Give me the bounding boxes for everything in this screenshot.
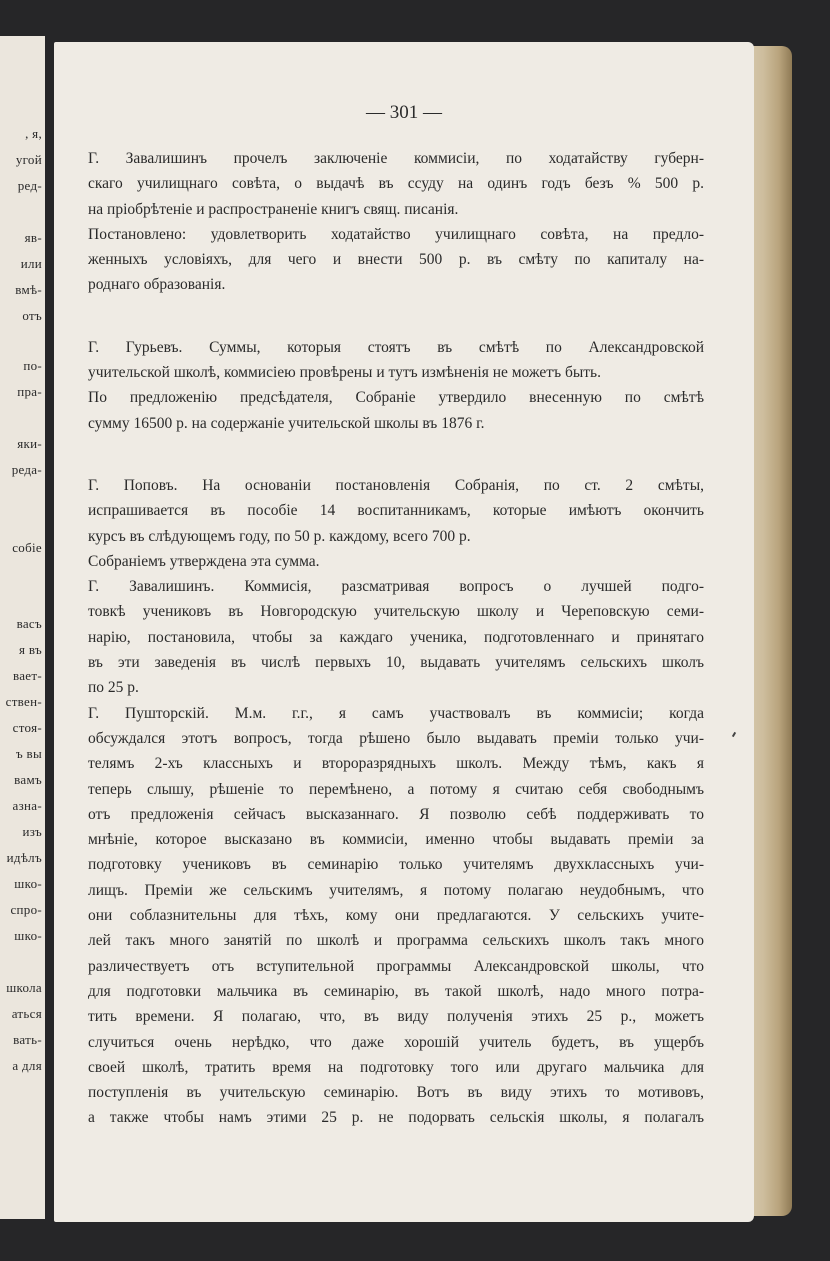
text-line: скаго училищнаго совѣта, о выдачѣ въ ссуду на одинъ годъ безъ % 500 р. [88, 175, 704, 193]
text-line: а также чтобы намъ этими 25 р. не подорвать сельскія школы, я полагалъ [88, 1109, 704, 1127]
left-page-fragment [0, 36, 45, 1219]
text-line: тить времени. Я полагаю, что, въ виду полученія этихъ 25 р., можетъ [88, 1008, 704, 1026]
left-page-fragment-line: вамъ [14, 772, 42, 787]
text-line: по 25 р. [88, 679, 139, 697]
left-page-fragment-line: шко- [14, 928, 42, 943]
text-line: По предложенію предсѣдателя, Собраніе утвердило внесенную по смѣтѣ [88, 389, 704, 407]
text-line: для подготовки мальчика въ семинарію, въ такой школѣ, надо много потра- [88, 982, 704, 1000]
left-page-fragment-line: ъ вы [15, 746, 42, 761]
text-line: Г. Пушторскій. М.м. г.г., я самъ участвовалъ въ коммисіи; когда [88, 704, 704, 722]
text-line: обсуждался этотъ вопросъ, тогда рѣшено было выдавать преміи только учи- [88, 729, 704, 747]
left-page-fragment-line: школа [6, 980, 42, 995]
text-line: Собраніемъ утверждена эта сумма. [88, 552, 320, 570]
text-line: испрашивается въ пособіе 14 воспитанникамъ, которые имѣютъ окончить [88, 502, 704, 520]
text-line: Г. Гурьевъ. Суммы, которыя стоятъ въ смѣтѣ по Александровской [88, 338, 704, 356]
left-page-fragment-line: угой [15, 152, 42, 167]
text-line: сумму 16500 р. на содержаніе учительской школы въ 1876 г. [88, 414, 485, 432]
paragraph [88, 385, 704, 436]
left-page-fragment-line: реда- [11, 462, 42, 477]
text-line: поступленія въ учительскую семинарію. Вотъ въ виду этихъ то мотивовъ, [88, 1084, 704, 1102]
paragraph [88, 146, 704, 222]
text-line: Г. Завалишинъ прочелъ заключеніе коммисіи, по ходатайству губерн- [88, 150, 704, 167]
page-edge [748, 46, 792, 1216]
text-line: Г. Поповъ. На основаніи постановленія Собранія, по ст. 2 смѣты, [88, 476, 704, 494]
text-line: подготовку учениковъ въ семинарію только учителямъ двухклассныхъ учи- [88, 856, 704, 874]
left-page-fragment-line: яв- [24, 230, 42, 245]
left-page-fragment-line: ствен- [5, 694, 42, 709]
text-line: телямъ 2-хъ классныхъ и второразрядныхъ школъ. Между тѣмъ, какъ я [88, 755, 704, 773]
left-page-fragment-line: изъ [22, 824, 42, 839]
paragraph [88, 222, 704, 298]
left-page-fragment-line: по- [23, 358, 42, 373]
text-line: своей школѣ, тратить время на подготовку того или другаго мальчика для [88, 1058, 704, 1076]
text-line: учительской школѣ, коммисіею провѣрены и тутъ измѣненія не можетъ быть. [88, 364, 601, 382]
book-page [54, 42, 754, 1222]
left-page-fragment-line: шко- [14, 876, 42, 891]
text-line: нарію, постановила, чтобы за каждаго ученика, подготовленнаго и принятаго [88, 628, 704, 646]
text-line: Постановлено: удовлетворить ходатайство училищнаго совѣта, на предло- [88, 225, 704, 243]
left-page-fragment-line: стоя- [12, 720, 42, 735]
left-page-fragment-line: ред- [17, 178, 42, 193]
left-page-fragment-line: или [20, 256, 42, 271]
paragraph [88, 549, 704, 574]
paragraph-gap [88, 436, 704, 473]
text-line: они соблазнительны для тѣхъ, кому они предлагаются. У сельскихъ учите- [88, 907, 704, 925]
paragraph [88, 701, 704, 1131]
left-page-fragment-line: васъ [16, 616, 42, 631]
paragraph-gap [88, 298, 704, 335]
left-page-fragment-line: вать- [13, 1032, 42, 1047]
text-line: отъ предложенія сейчасъ высказаннаго. Я позволю себѣ поддерживать то [88, 805, 704, 823]
left-page-fragment-line: а для [12, 1058, 42, 1073]
text-line: различествуетъ отъ вступительной программы Александровской школы, что [88, 957, 704, 975]
page-text [88, 146, 704, 1131]
text-line: женныхъ условіяхъ, для чего и внести 500 р. въ смѣту по капиталу на- [88, 251, 704, 269]
text-line: Г. Завалишинъ. Коммисія, разсматривая вопросъ о лучшей подго- [88, 578, 704, 596]
text-line: лей такъ много занятій по школѣ и программа сельскихъ школъ такъ много [88, 932, 704, 950]
text-line: въ эти заведенія въ числѣ первыхъ 10, выдавать учителямъ сельскихъ школъ [88, 654, 704, 672]
left-page-fragment-line: собіе [12, 540, 42, 555]
text-line: лищъ. Преміи же сельскимъ учителямъ, я потому полагаю неудобнымъ, что [88, 881, 704, 899]
text-line: курсъ въ слѣдующемъ году, по 50 р. каждому, всего 700 р. [88, 527, 471, 545]
text-line: случиться очень нерѣдко, что даже хорошій учитель будетъ, въ ущербъ [88, 1033, 704, 1051]
text-line: роднаго образованія. [88, 276, 226, 294]
left-page-fragment-line: спро- [10, 902, 42, 917]
left-page-fragment-line: вмѣ- [15, 282, 42, 297]
page-number: — 301 — [366, 102, 442, 123]
paragraph [88, 335, 704, 386]
left-page-fragment-line: я въ [19, 642, 42, 657]
paragraph [88, 473, 704, 549]
left-page-fragment-line: вает- [12, 668, 42, 683]
left-page-fragment-line: аться [11, 1006, 42, 1021]
text-line: мнѣніе, которое высказано въ коммисіи, именно чтобы выдавать преміи за [88, 831, 704, 849]
left-page-fragment-line: яки- [17, 436, 42, 451]
text-line: товкѣ учениковъ въ Новгородскую учительскую школу и Череповскую семи- [88, 603, 704, 621]
left-page-fragment-line: , я, [25, 126, 42, 141]
left-page-fragment-line: азна- [12, 798, 42, 813]
text-line: на пріобрѣтеніе и распространеніе книгъ свящ. писанія. [88, 200, 459, 218]
paragraph [88, 574, 704, 700]
text-line: теперь слышу, рѣшеніе то перемѣнено, а потому я считаю себя свободнымъ [88, 780, 704, 798]
left-page-fragment-line: отъ [22, 308, 42, 323]
left-page-fragment-line: пра- [17, 384, 42, 399]
left-page-fragment-line: идѣлъ [6, 850, 42, 865]
